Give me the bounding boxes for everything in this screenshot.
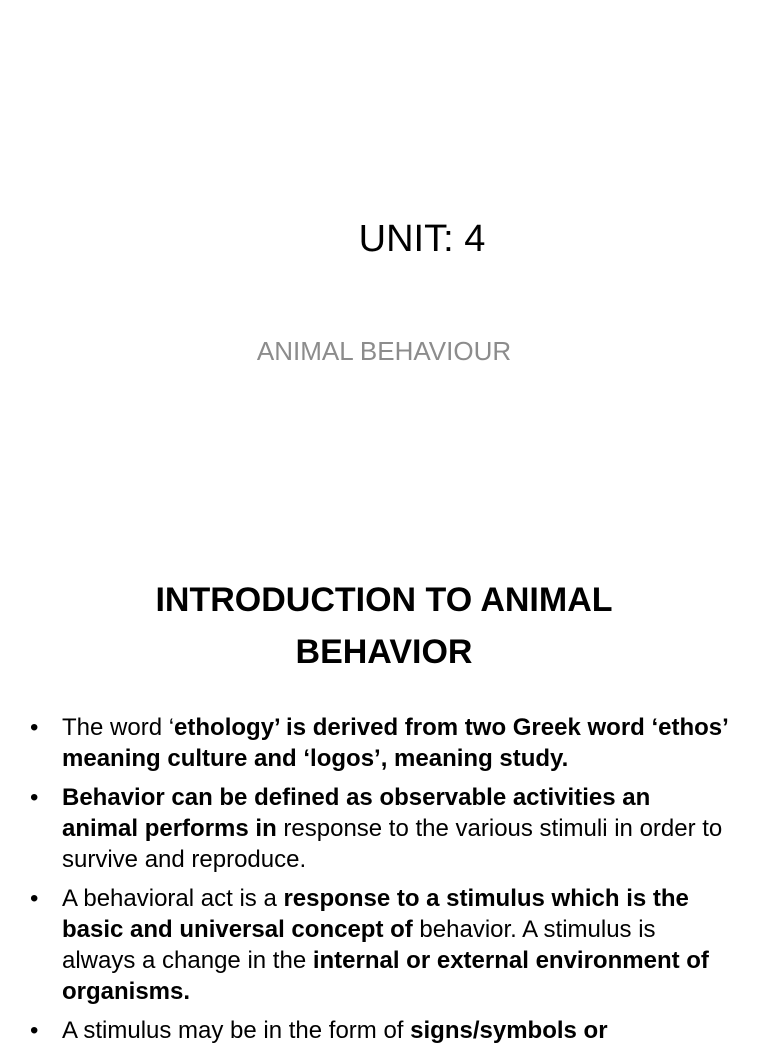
bullet-icon: • [30, 714, 39, 741]
bullet-item-ethology [30, 712, 730, 774]
bullet-text-bold: signs/symbols or [410, 1017, 608, 1044]
bullet-icon: • [30, 784, 39, 811]
bullet-text: A behavioral act is a [62, 885, 284, 912]
bullet-text-bold: Behavior can be defined as observable activities an animal performs in [62, 784, 651, 842]
bullet-icon: • [30, 885, 39, 912]
bullet-item-behavioral-act [30, 883, 730, 1007]
unit-subtitle: ANIMAL BEHAVIOUR [256, 336, 512, 366]
bullet-text-bold: ethology’ is derived from two Greek word ‘ethos’ meaning culture and ‘logos’, meaning study. [62, 714, 728, 772]
section-title-line-2: BEHAVIOR [295, 633, 473, 671]
section-title-line-1: INTRODUCTION TO ANIMAL [155, 581, 613, 619]
bullet-item-stimulus-form [30, 1015, 730, 1046]
bullet-text-bold: response to a stimulus which is the basic and universal concept of [62, 885, 689, 943]
bullet-text: A stimulus may be in the form of [62, 1017, 411, 1044]
bullet-text: The word ‘ [62, 714, 175, 741]
bullet-item-behavior-definition [30, 782, 730, 875]
bullet-icon: • [30, 1017, 39, 1044]
bullet-text: behavior. A stimulus is always a change in the [62, 916, 656, 974]
unit-title: UNIT: 4 [358, 218, 486, 260]
section-title [60, 574, 708, 678]
bullet-list [30, 712, 730, 1054]
bullet-text: response to the various stimuli in order to survive and reproduce. [62, 815, 723, 873]
bullet-text-bold: internal or external environment of organisms. [62, 947, 709, 1005]
